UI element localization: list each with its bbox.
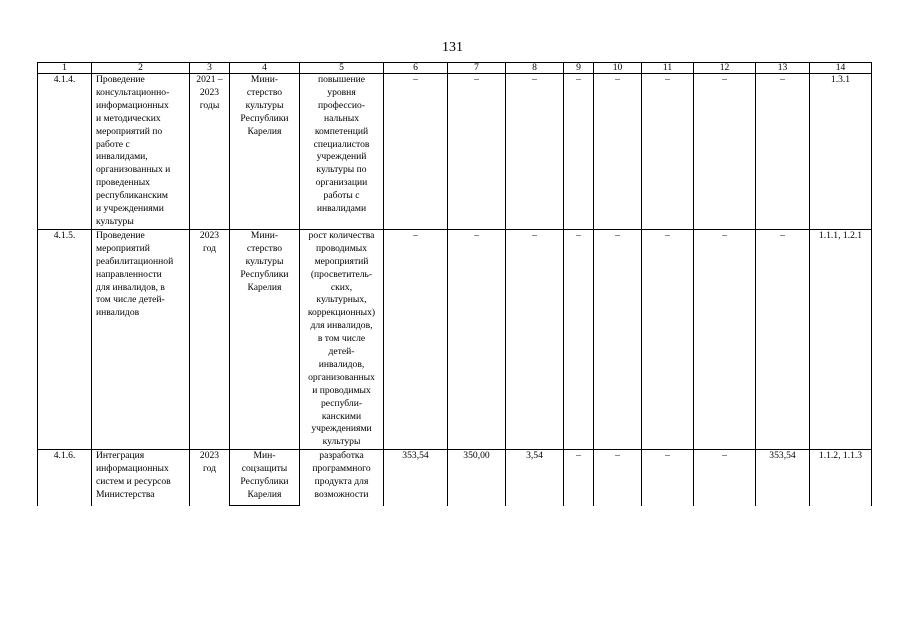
value-cell: – — [594, 229, 642, 449]
value-cell: – — [694, 229, 756, 449]
column-header: 4 — [230, 63, 300, 74]
column-header: 14 — [810, 63, 872, 74]
expected-result: повышение уровня профессио- нальных компетенций специалистов учреждений культуры по организации работы с инвалидами — [300, 74, 384, 230]
measures-table — [37, 62, 872, 506]
measure-number: 4.1.4. — [38, 74, 92, 230]
indicator-link: 1.3.1 — [810, 74, 872, 230]
column-header: 12 — [694, 63, 756, 74]
column-header: 10 — [594, 63, 642, 74]
value-cell: 353,54 — [384, 450, 448, 506]
value-cell: – — [694, 450, 756, 506]
expected-result: разработка программного продукта для возможности — [300, 450, 384, 506]
value-cell: – — [642, 450, 694, 506]
value-cell: – — [642, 229, 694, 449]
value-cell: 350,00 — [448, 450, 506, 506]
page-number: 131 — [442, 40, 463, 55]
value-cell: – — [564, 229, 594, 449]
indicator-link: 1.1.1, 1.2.1 — [810, 229, 872, 449]
value-cell: – — [384, 74, 448, 230]
responsible-executor: Мини- стерство культуры Республики Карелия — [230, 229, 300, 449]
measure-name: Интеграция информационных систем и ресурсов Министерства — [92, 450, 190, 506]
column-header: 2 — [92, 63, 190, 74]
measure-period: 2023 год — [190, 450, 230, 506]
column-header: 3 — [190, 63, 230, 74]
value-cell: – — [756, 229, 810, 449]
measure-period: 2021 – 2023 годы — [190, 74, 230, 230]
value-cell: 353,54 — [756, 450, 810, 506]
column-header: 1 — [38, 63, 92, 74]
value-cell: – — [642, 74, 694, 230]
value-cell: – — [594, 450, 642, 506]
column-header: 13 — [756, 63, 810, 74]
column-header: 9 — [564, 63, 594, 74]
column-header: 7 — [448, 63, 506, 74]
table-row — [38, 74, 872, 230]
measure-number: 4.1.5. — [38, 229, 92, 449]
expected-result: рост количества проводимых мероприятий (просветитель- ских, культурных, коррекционных) для инвалидов, в том числе детей- инвалидов, организованных и проводимых республи- канскими учреждениями культуры — [300, 229, 384, 449]
value-cell: – — [694, 74, 756, 230]
value-cell: – — [594, 74, 642, 230]
value-cell: – — [448, 74, 506, 230]
measure-period: 2023 год — [190, 229, 230, 449]
column-header: 6 — [384, 63, 448, 74]
value-cell: – — [384, 229, 448, 449]
value-cell: 3,54 — [506, 450, 564, 506]
value-cell: – — [506, 74, 564, 230]
indicator-link: 1.1.2, 1.1.3 — [810, 450, 872, 506]
measure-name: Проведение консультационно- информационных и методических мероприятий по работе с инвалидами, организованных и проведенных республиканским и учреждениями культуры — [92, 74, 190, 230]
responsible-executor: Мин- соцзащиты Республики Карелия — [230, 450, 300, 506]
value-cell: – — [564, 450, 594, 506]
column-header: 5 — [300, 63, 384, 74]
table-row — [38, 229, 872, 449]
table-row — [38, 450, 872, 506]
value-cell: – — [506, 229, 564, 449]
value-cell: – — [756, 74, 810, 230]
value-cell: – — [564, 74, 594, 230]
header-row — [38, 63, 872, 74]
value-cell: – — [448, 229, 506, 449]
measure-name: Проведение мероприятий реабилитационной направленности для инвалидов, в том числе детей- инвалидов — [92, 229, 190, 449]
column-header: 11 — [642, 63, 694, 74]
column-header: 8 — [506, 63, 564, 74]
responsible-executor: Мини- стерство культуры Республики Карелия — [230, 74, 300, 230]
measure-number: 4.1.6. — [38, 450, 92, 506]
